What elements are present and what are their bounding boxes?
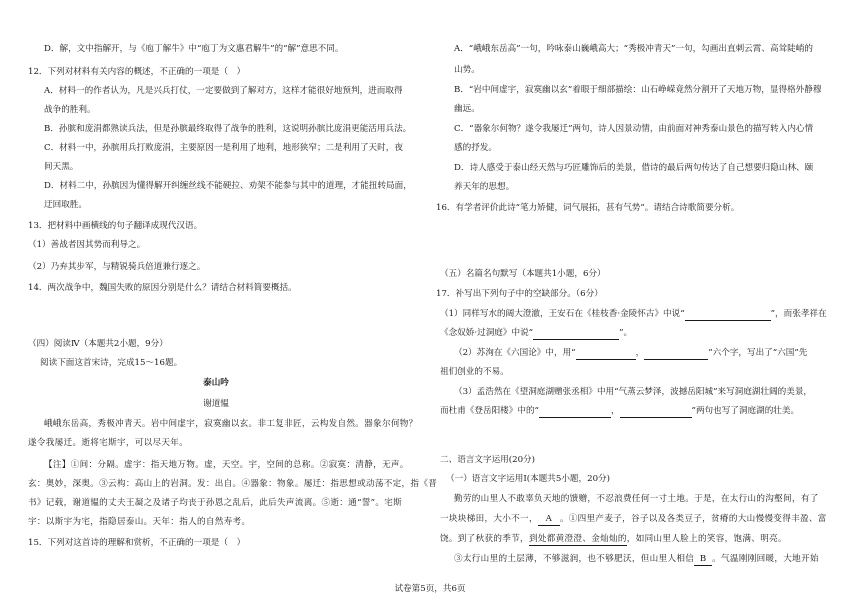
option-d: D．诗人感受于泰山经天然与巧匠雕饰后的美景，借诗的最后两句传达了自己想要归隐山林、颐 — [454, 163, 814, 173]
question-15: 15．下列对这首诗的理解和赏析，不正确的一项是（ ） — [28, 538, 246, 548]
answer-blank[interactable] — [685, 309, 771, 321]
text-line: 战争的胜利。 — [44, 105, 96, 115]
fill-item-3: （3）孟浩然在《望洞庭湖赠张丞相》中用“气蒸云梦泽，波撼岳阳城”来写洞庭湖壮阔的美景， — [454, 387, 813, 397]
text-line: D．解，文中指解开，与《庖丁解牛》中“庖丁为文惠君解牛”的“解”意思不同。 — [44, 44, 344, 54]
answer-blank[interactable] — [533, 328, 619, 340]
question-14: 14．两次战争中，魏国失败的原因分别是什么？请结合材料简要概括。 — [28, 283, 297, 293]
passage-line — [440, 534, 787, 546]
poem-author: 谢道韫 — [203, 399, 229, 409]
question-12: 12．下列对材料有关内容的概述，不正确的一项是（ ） — [28, 67, 246, 77]
text: ”六个字，写出了“六国”先 — [708, 348, 808, 358]
text: 。气温刚刚回暖，大地开始 — [712, 554, 819, 564]
poem-line: 峨峨东岳高，秀极冲青天。岩中间虚宇，寂寞幽以玄。非工复非匠，云构发自然。器象尔何物？ — [44, 419, 418, 429]
fill-item-1 — [440, 309, 827, 321]
text: ”，而张孝祥在 — [770, 309, 827, 319]
text: （1）同样写水的阔大澄澈，王安石在《桂枝香·金陵怀古》中说“ — [440, 309, 685, 319]
note-line: 玄：奥妙，深奥。③云构：高山上的岩洞。发：出自。④器象：物象。屡迁：指思想或动荡不定，指《晋 — [28, 479, 438, 489]
text-line: 迂回取胜。 — [44, 200, 87, 210]
fill-item-3-cont — [440, 406, 799, 418]
instruction: 阅读下面这首宋诗，完成15～16题。 — [40, 358, 183, 368]
text-line: 养天年的思想。 — [454, 182, 515, 192]
text: ， — [635, 348, 645, 358]
text-line: 山势。 — [454, 65, 480, 75]
subsection-heading: （一）语言文字运用Ⅰ(本题共5小题，20分) — [446, 474, 611, 484]
option-d: D．材料二中，孙膑因为懂得解开纠缠丝线不能硬拉、劝架不能参与其中的道理，才能扭转局面， — [44, 181, 412, 191]
text: ”。 — [619, 328, 633, 338]
fill-item-2 — [454, 348, 807, 360]
answer-blank[interactable] — [576, 348, 636, 360]
passage-line — [440, 514, 827, 526]
text-line: 幽远。 — [454, 104, 480, 114]
answer-blank[interactable] — [644, 348, 708, 360]
note-line: 书》记载，谢道韫的丈夫王凝之及诸子均丧于孙恩之乱后，此后失声流离。⑤逝：通“誓”。宅斯 — [28, 498, 403, 508]
text-line: （2）乃弃其步军，与精锐骑兵倍道兼行逐之。 — [28, 262, 206, 272]
option-c: C．材料一中，孙膑用兵打败庞涓，主要原因一是利用了地利，地形狭窄；二是利用了天时，夜 — [44, 143, 403, 153]
option-a: A．材料一的作者认为，凡是兴兵打仗，一定要做到了解对方，这样才能很好地预判，进而取得 — [44, 86, 403, 96]
text: ， — [610, 406, 620, 416]
blank-b: B — [694, 554, 712, 566]
poem-title: 泰山吟 — [203, 378, 229, 388]
text: 。①四里产麦子，谷子以及各类豆子，贫瘠的大山慢慢变得丰盈、富 — [559, 514, 827, 524]
answer-blank[interactable] — [620, 406, 692, 418]
page-footer: 试卷第5页，共6页 — [394, 584, 466, 594]
text: 一块块梯田，大小不一， — [440, 514, 538, 524]
text-line: 感的抒发。 — [454, 143, 497, 153]
blank-a: A — [538, 514, 560, 526]
fill-item-1-cont — [440, 328, 632, 340]
text: ③太行山里的土层薄，不够滋润，也不够肥沃，但山里人相信 — [454, 554, 695, 564]
answer-blank[interactable] — [539, 406, 611, 418]
section-heading: （五）名篇名句默写（本题共1小题，6分） — [440, 269, 606, 279]
section-heading: 二、语言文字运用(20分) — [440, 455, 535, 465]
text: 而杜甫《登岳阳楼》中的“ — [440, 406, 539, 416]
text: （2）苏洵在《六国论》中，用“ — [454, 348, 576, 358]
text: 《念奴娇·过洞庭》中说“ — [440, 328, 534, 338]
option-b: B．孙膑和庞涓都熟读兵法，但是孙膑最终取得了战争的胜利，这说明孙膑比庞涓更能活用兵法。 — [44, 124, 412, 134]
text: ”两句也写了洞庭湖的壮美。 — [691, 406, 800, 416]
note-line: 宇：以斯宇为宅，指隐居泰山。天年：指人的自然寿考。 — [28, 517, 251, 527]
passage-line — [454, 554, 819, 566]
note-line: 【注】①间：分隔。虚宇：指天地万物。虚，天空。宇，空间的总称。②寂寞：清静，无声。 — [44, 460, 409, 470]
poem-line: 遂令我屡迁。逝将宅斯宇，可以尽天年。 — [28, 438, 189, 448]
passage-line: 勤劳的山里人不敢辜负天地的馈赠，不忍浪费任何一寸土地。于是，在太行山的沟壑间，有了 — [454, 494, 819, 504]
underlined-phrase: 到处都黄澄澄、金灿灿的 — [528, 534, 627, 544]
text: 饶。到了秋获的季节， — [440, 534, 529, 544]
option-c: C．“器象尔何物？遂令我屡迁”两句，诗人因景动情，由前面对神秀泰山景色的描写转入内心情 — [454, 124, 814, 134]
text-line: （1）善战者因其势而利导之。 — [28, 240, 146, 250]
text-line: 祖们创业的不易。 — [440, 367, 509, 377]
option-a: A．“峨峨东岳高”一句，吟咏泰山巍峨高大；“秀极冲青天”一句，勾画出直刺云霄、高耸陡峭的 — [454, 44, 813, 54]
question-17: 17．补写出下列句子中的空缺部分。（6分） — [436, 289, 603, 299]
option-b: B．“岩中间虚宇，寂寞幽以玄”着眼于细部描绘：山石峥嵘竟然分割开了天地万物，显得格外静穆 — [454, 85, 822, 95]
question-16: 16．有学者评价此诗“笔力矫健，词气展拓，甚有气势”。请结合诗歌简要分析。 — [436, 203, 740, 213]
question-13: 13．把材料中画横线的句子翻译成现代汉语。 — [28, 221, 203, 231]
text: ，如同山里人脸上的笑容，饱满、明亮。 — [626, 534, 787, 544]
text-line: 间天黑。 — [44, 162, 79, 172]
section-heading: （四）阅读Ⅳ（本题共2小题，9分） — [28, 339, 168, 349]
